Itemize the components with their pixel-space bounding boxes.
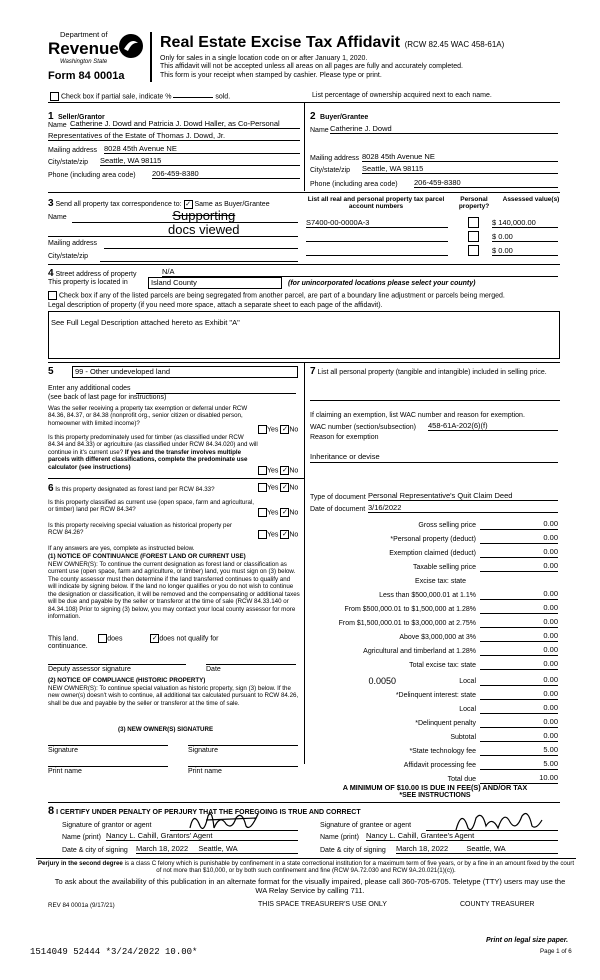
notice1-title: (1) NOTICE OF CONTINUANCE (FOREST LAND OR CURRENT USE) — [48, 553, 246, 560]
owner-sig-label-2: Signature — [188, 747, 218, 754]
partial-sale-row — [50, 92, 230, 101]
street-address[interactable]: N/A — [162, 267, 558, 277]
buyer-name[interactable]: Catherine J. Dowd — [330, 124, 558, 134]
forest-no-checkbox[interactable]: ✓ — [281, 484, 288, 491]
parcel-number-1[interactable]: S7400-00-0000A-3 — [306, 218, 448, 228]
sec5-q2-yesno: Yes ✓ No — [258, 466, 298, 475]
dept-line3: Washington State — [60, 59, 108, 65]
calc-row: *State technology fee 5.00 — [409, 745, 558, 755]
segregated-row: Check box if any of the listed parcels are being segregated from another parcel, are part of a boundary line adjustment or parcels being merged. — [48, 291, 505, 300]
tier2-tax[interactable]: 0.00 — [480, 604, 558, 614]
taxable-price[interactable]: 0.00 — [480, 562, 558, 572]
does-qualify-checkbox[interactable] — [98, 634, 107, 643]
calc-row: *Personal property (deduct) 0.00 — [390, 533, 558, 543]
notice2-body: NEW OWNER(S): To continue special valuation as historic property, sign (3) below. If the new owner(s) doesn't wish to continue, all additional tax calculated pursuant to RCW 84.26, shall be due and payable by the seller or transferor at the time of sale. — [48, 685, 299, 707]
statute-text: (RCW 82.45 WAC 458-61A) — [404, 40, 505, 49]
sold-label: sold. — [215, 93, 231, 101]
cashier-stamp: 1514049 52444 *3/24/2022 10.00* — [30, 947, 198, 957]
minimum-due-note: A MINIMUM OF $10.00 IS DUE IN FEE(S) AND/OR TAX — [342, 783, 528, 792]
dept-line2: Revenue — [48, 39, 119, 58]
wac-number[interactable]: 458-61A-202(6)(f) — [428, 421, 558, 431]
q2-yes-checkbox[interactable] — [258, 466, 267, 475]
calc-row: From $500,000.01 to $1,500,000 at 1.28% 0.00 — [344, 603, 558, 613]
see-instructions: *SEE INSTRUCTIONS — [399, 792, 471, 799]
gross-price[interactable]: 0.00 — [480, 520, 558, 530]
calc-row: Taxable selling price 0.00 — [412, 561, 558, 571]
delinquent-interest-local[interactable]: 0.00 — [480, 704, 558, 714]
currentuse-yes-checkbox[interactable] — [258, 508, 267, 517]
personal-header: Personal property? — [458, 196, 490, 210]
grantee-date-label: Date & city of signing — [320, 847, 386, 854]
codes-label: Enter any additional codes — [48, 385, 131, 392]
codes-instructions: (see back of last page for instructions) — [48, 394, 167, 401]
agri-tax[interactable]: 0.00 — [480, 646, 558, 656]
notice3-title: (3) NEW OWNER(S) SIGNATURE — [118, 726, 214, 733]
grantee-name-label: Name (print) — [320, 834, 359, 841]
historic-yes-checkbox[interactable] — [258, 530, 267, 539]
doc-type-label: Type of document — [310, 494, 366, 501]
grantor-sig-label: Signature of grantor or agent — [62, 822, 152, 829]
seller-phone[interactable]: 206-459-8380 — [152, 169, 300, 179]
grantor-name-label: Name (print) — [62, 834, 101, 841]
sec7-heading: 7 List all personal property (tangible and intangible) included in selling price. — [310, 366, 547, 377]
owner-print-label-2: Print name — [188, 768, 222, 775]
calc-row: *Delinquent interest: state 0.00 — [395, 689, 558, 699]
q1-yes-checkbox[interactable] — [258, 425, 267, 434]
q1-no-checkbox[interactable]: ✓ — [281, 426, 288, 433]
located-label: This property is located in — [48, 279, 128, 286]
partial-sale-checkbox[interactable] — [50, 92, 59, 101]
local-tax[interactable]: 0.00 — [480, 676, 558, 686]
legal-paper-note: Print on legal size paper. — [486, 937, 569, 944]
notice2-title: (2) NOTICE OF COMPLIANCE (HISTORIC PROPERTY) — [48, 677, 206, 684]
assessed-value-2[interactable]: $ 0.00 — [492, 232, 558, 242]
segregated-checkbox[interactable] — [48, 291, 57, 300]
land-use-select[interactable]: 99 - Other undeveloped land — [72, 366, 298, 378]
certify-row: 8 I CERTIFY UNDER PENALTY OF PERJURY THAT THE FOREGOING IS TRUE AND CORRECT — [48, 805, 361, 817]
technology-fee[interactable]: 5.00 — [480, 746, 558, 756]
title-text: Real Estate Excise Tax Affidavit — [160, 34, 401, 51]
calc-row: Excise tax: state — [415, 577, 466, 585]
tax-calculation — [306, 516, 558, 784]
assessed-header: Assessed value(s) — [502, 196, 560, 203]
buyer-city-label: City/state/zip — [310, 167, 351, 174]
buyer-phone-label: Phone (including area code) — [310, 181, 398, 188]
calc-row: Exemption claimed (deduct) 0.00 — [389, 547, 558, 557]
sec6-q2-yesno: Yes ✓ No — [258, 508, 298, 517]
reason-label: Reason for exemption — [310, 434, 379, 441]
sec5-q2: Is this property predominately used for timber (as classified under RCW 84.34 and 84.33) or agriculture (as classified under RCW 84.34.020) and will continue in it's current use? If yes and the transfer involves multiple parcels with different classifications, complete the predominate use calculator (see instructions) — [48, 434, 258, 471]
dept-line1: Department of — [60, 30, 108, 39]
legal-desc-label: Legal description of property (if you need more space, attach a separate sheet to each page of the affidavit). — [48, 302, 383, 309]
assessed-value-1[interactable]: $ 140,000.00 — [492, 218, 558, 228]
grantee-date-city[interactable]: March 18, 2022 Seattle, WA — [396, 844, 558, 854]
grantor-print-name[interactable]: Nancy L. Cahill, Grantors' Agent — [106, 831, 298, 841]
assessed-value-3[interactable]: $ 0.00 — [492, 246, 558, 256]
seller-mail[interactable]: 8028 45th Avenue NE — [104, 144, 300, 154]
subtotal[interactable]: 0.00 — [480, 732, 558, 742]
calc-row: Total excise tax: state 0.00 — [409, 659, 558, 669]
grantor-date-label: Date & city of signing — [62, 847, 128, 854]
exempt-label: If claiming an exemption, list WAC number and reason for exemption. — [310, 412, 525, 419]
calc-row: From $1,500,000.01 to $3,000,000 at 2.75% 0.00 — [338, 617, 558, 627]
does-not-qualify-checkbox[interactable]: ✓ — [151, 635, 158, 642]
processing-fee[interactable]: 5.00 — [480, 760, 558, 770]
forest-yes-checkbox[interactable] — [258, 483, 267, 492]
same-as-buyer-checkbox[interactable]: ✓ — [185, 200, 191, 208]
sec6-q1: 6 Is this property designated as forest land per RCW 84.33? — [48, 483, 215, 494]
historic-no-checkbox[interactable]: ✓ — [281, 531, 288, 538]
continuance-label: continuance. — [48, 643, 88, 650]
county-treasurer: COUNTY TREASURER — [460, 901, 535, 908]
doc-date[interactable]: 3/16/2022 — [368, 503, 558, 513]
owner-sig-label-1: Signature — [48, 747, 78, 754]
seller-name-line1[interactable]: Catherine J. Dowd and Patricia J. Dowd Haller, as Co-Personal — [70, 119, 300, 129]
header-note2: This affidavit will not be accepted unless all areas on all pages are fully and accurately completed. — [160, 63, 463, 70]
ownership-pct-note: List percentage of ownership acquired next to each name. — [312, 92, 492, 99]
seller-name-line2[interactable]: Representatives of the Estate of Thomas J. Dowd, Jr. — [48, 131, 300, 141]
calc-row: *Delinquent penalty 0.00 — [415, 717, 558, 727]
additional-codes-field[interactable] — [136, 385, 296, 394]
parcel-header: List all real and personal property tax parcel account numbers — [307, 196, 445, 210]
header-note1: Only for sales in a single location code on or after January 1, 2020. — [160, 55, 368, 62]
grantee-print-name[interactable]: Nancy L. Cahill, Grantee's Agent — [366, 831, 558, 841]
calc-row: Local 0.00 — [459, 703, 558, 713]
sec6-q3-yesno: Yes ✓ No — [258, 530, 298, 539]
tier3-tax[interactable]: 0.00 — [480, 618, 558, 628]
owner-print-label-1: Print name — [48, 768, 82, 775]
exemption-reason[interactable]: Inheritance or devise — [310, 452, 380, 461]
sec4-street-row: 4 Street address of property — [48, 268, 137, 279]
delinquent-interest-state[interactable]: 0.00 — [480, 690, 558, 700]
parcel-number-2[interactable] — [306, 232, 448, 242]
buyer-mail-label: Mailing address — [310, 155, 360, 162]
calc-row: Less than $500,000.01 at 1.1% 0.00 — [379, 589, 558, 599]
wac-label: WAC number (section/subsection) — [310, 424, 416, 431]
delinquent-penalty[interactable]: 0.00 — [480, 718, 558, 728]
deputy-date-label: Date — [206, 666, 221, 673]
section1-heading: 1 Seller/Grantor — [48, 111, 105, 122]
county-select[interactable]: Island County — [148, 277, 282, 289]
personal-checkbox-2[interactable] — [468, 231, 479, 242]
currentuse-no-checkbox[interactable]: ✓ — [281, 509, 288, 516]
form-number: Form 84 0001a — [48, 70, 125, 82]
exemption-claimed[interactable]: 0.00 — [480, 548, 558, 558]
local-rate: 0.0050 — [368, 675, 396, 686]
seller-city-label: City/state/zip — [48, 159, 89, 166]
page-number: Page 1 of 6 — [540, 948, 572, 955]
calc-row-local: 0.0050 Local 0.00 — [306, 670, 558, 686]
treasurer-only: THIS SPACE TREASURER'S USE ONLY — [258, 901, 387, 908]
sec5-q1: Was the seller receiving a property tax exemption or deferral under RCW 84.36, 84.37, or 84.38 (nonprofit org., senior citizen or disabled person, homeowner with limited income)? — [48, 405, 248, 427]
partial-sale-label: Check box if partial sale, indicate % — [60, 93, 172, 101]
buyer-name-label: Name — [310, 127, 329, 134]
header-divider — [150, 32, 152, 82]
q2-no-checkbox[interactable]: ✓ — [281, 467, 288, 474]
form-title — [160, 34, 504, 52]
tier4-tax[interactable]: 0.00 — [480, 632, 558, 642]
sec3-mail-label: Mailing address — [48, 240, 98, 247]
supporting-docs-stamp: Supporting docs viewed — [168, 208, 240, 237]
notice1-body: NEW OWNER(S): To continue the current designation as forest land or classification as current use (open space, farm and agriculture, or timber) land, you must sign on (3) below. The county assessor must then determine if the land transferred continues to qualify and will indicate by signing below. If the land no longer qualifies or you do not wish to continue the designation or classification, it will be removed and the compensating or additional taxes will be due and payable by the seller or transferor at the time of sale (RCW 84.33.140 or 84.34.108) Prior to signing (3) below, you may contact your local county assessor for more information. — [48, 561, 300, 621]
sec5-q1-yesno: Yes ✓ No — [258, 425, 298, 434]
section2-heading: 2 Buyer/Grantee — [310, 111, 369, 122]
sec5-num: 5 — [48, 366, 54, 377]
sec3-city-label: City/state/zip — [48, 253, 89, 260]
calc-row: Gross selling price 0.00 — [418, 519, 558, 529]
seller-city[interactable]: Seattle, WA 98115 — [100, 156, 300, 166]
this-land-row: This land. does ✓ does not qualify for — [48, 635, 219, 643]
personal-checkbox-3[interactable] — [468, 245, 479, 256]
buyer-city[interactable]: Seattle, WA 98115 — [362, 164, 558, 174]
perjury-notice: Perjury in the second degree is a class C felony which is punishable by confinement in a state correctional institution for a maximum term of five years, or by a fine in an amount fixed by the court of not more than $10,000, or by both such confinement and fine (RCW 9A.72.030 and RCW 9A.20.021(1)(c)). — [37, 860, 575, 875]
unincorp-note: (for unincorporated locations please select your county) — [288, 280, 476, 287]
doc-type[interactable]: Personal Representative's Quit Claim Deed — [368, 491, 558, 501]
calc-rows — [306, 516, 558, 784]
doc-date-label: Date of document — [310, 506, 366, 513]
calc-row: Subtotal 0.00 — [450, 731, 558, 741]
buyer-phone[interactable]: 206-459-8380 — [414, 178, 558, 188]
grantee-sig-label: Signature of grantee or agent — [320, 822, 412, 829]
section3-heading: 3 Send all property tax correspondence to: ✓ Same as Buyer/Grantee — [48, 198, 270, 209]
calc-row: Above $3,000,000 at 3% 0.00 — [399, 631, 558, 641]
personal-property[interactable]: 0.00 — [480, 534, 558, 544]
calc-row: Affidavit processing fee 5.00 — [403, 759, 558, 769]
total-due[interactable]: 10.00 — [480, 774, 558, 784]
sec3-city-field[interactable] — [100, 253, 298, 262]
header-note3: This form is your receipt when stamped by cashier. Please type or print. — [160, 72, 382, 79]
sec3-name-label: Name — [48, 214, 67, 221]
grantor-date-city[interactable]: March 18, 2022 Seattle, WA — [136, 844, 298, 854]
personal-checkbox-1[interactable] — [468, 217, 479, 228]
dor-swoosh-icon — [118, 33, 144, 59]
seller-name-label: Name — [48, 122, 67, 129]
buyer-mail[interactable]: 8028 45th Avenue NE — [362, 152, 558, 162]
legal-description-field[interactable] — [48, 311, 560, 359]
revision: REV 84 0001a (9/17/21) — [48, 902, 115, 909]
calc-row: Total due 10.00 — [447, 773, 558, 783]
if-yes-note: If any answers are yes, complete as instructed below. — [48, 545, 195, 552]
parcel-number-3[interactable] — [306, 246, 448, 256]
sec3-mail-field[interactable] — [104, 240, 298, 249]
seller-phone-label: Phone (including area code) — [48, 172, 136, 179]
alt-format-note: To ask about the availability of this publication in an alternate format for the visually impaired, please call 360-705-6705. Teletype (TTY) users may use the WA Relay Service by calling 711. — [54, 877, 566, 895]
seller-mail-label: Mailing address — [48, 147, 98, 154]
tier1-tax[interactable]: 0.00 — [480, 590, 558, 600]
sec6-q1-yesno: Yes ✓ No — [258, 483, 298, 492]
sec6-q2: Is this property classified as current use (open space, farm and agricultural, or timber) land per RCW 84.34? — [48, 499, 255, 514]
deputy-sig-label: Deputy assessor signature — [48, 666, 131, 673]
legal-description-text: See Full Legal Description attached hereto as Exhibit "A" — [51, 318, 240, 327]
sec6-q3: Is this property receiving special valuation as historical property per RCW 84.26? — [48, 522, 232, 537]
total-state-tax[interactable]: 0.00 — [480, 660, 558, 670]
calc-row: Agricultural and timberland at 1.28% 0.00 — [363, 645, 558, 655]
